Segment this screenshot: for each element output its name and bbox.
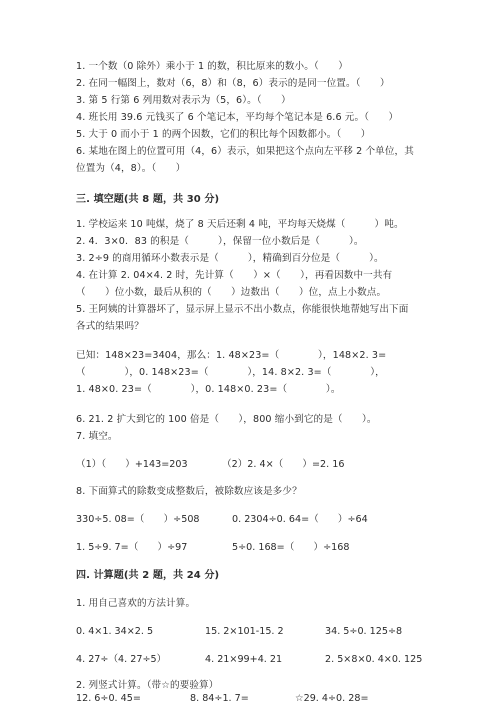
division-item: 1. 5÷9. 7=（ ）÷97 (76, 542, 188, 553)
calc-item: 4. 21×99+4. 21 (205, 654, 283, 665)
calc-question-2: 2. 列竖式计算。（带☆的要验算） (76, 680, 219, 691)
known-fact-line-3: 1. 48×0. 23=（ ），0. 148×0. 23=（ ）。 (76, 384, 341, 395)
judge-question-1: 1. 一个数（0 除外）乘小于 1 的数，积比原来的数小。（ ） (76, 61, 348, 72)
fill-question-4-line-2: （ ）位小数，最后从积的（ ）边数出（ ）位，点上小数点。 (76, 287, 387, 298)
division-item: 330÷5. 08=（ ）÷508 (76, 514, 200, 525)
calc-item: ☆29. 4÷0. 28= (295, 693, 369, 704)
judge-question-3: 3. 第 5 行第 6 列用数对表示为（5，6）。（ ） (76, 95, 291, 106)
fill-question-2: 2. 4．3×0．83 的积是（ ），保留一位小数后是（ ）。 (76, 236, 364, 247)
fill-question-5-line-2: 各式的结果吗？ (76, 321, 144, 332)
judge-question-6-line-1: 6. 某地在图上的位置可用（4，6）表示，如果把这个点向左平移 2 个单位，其 (76, 146, 414, 157)
known-fact-line-1: 已知：148×23=3404，那么：1. 48×23=（ ），148×2. 3= (76, 350, 387, 361)
judge-question-5: 5. 大于 0 而小于 1 的两个因数，它们的积比每个因数都小。（ ） (76, 129, 371, 140)
division-item: 5÷0. 168=（ ）÷168 (232, 542, 350, 553)
fill-question-6: 6. 21. 2 扩大到它的 100 倍是（ ），800 缩小到它的是（ ）。 (76, 414, 377, 425)
fill-question-7: 7. 填空。 (76, 431, 118, 442)
judge-question-6-line-2: 位置为（4，8）。（ ） (76, 163, 186, 174)
calc-item: 8. 84÷1. 7= (190, 693, 249, 704)
calc-question-1: 1. 用自己喜欢的方法计算。 (76, 598, 196, 609)
section-heading-calc: 四. 计算题(共 2 题，共 24 分) (76, 570, 220, 581)
calc-item: 34. 5÷0. 125÷8 (325, 626, 403, 637)
calc-item: 0. 4×1. 34×2. 5 (76, 626, 154, 637)
division-item: 0. 2304÷0. 64=（ ）÷64 (232, 514, 368, 525)
fill-question-8: 8. 下面算式的除数变成整数后，被除数应该是多少？ (76, 486, 302, 497)
calc-item: 15. 2×101-15. 2 (205, 626, 284, 637)
fill-question-7-part-2: （2）2. 4×（ ）=2. 16 (222, 459, 345, 470)
fill-question-1: 1. 学校运来 10 吨煤，烧了 8 天后还剩 4 吨，平均每天烧煤（ ）吨。 (76, 219, 404, 230)
fill-question-5-line-1: 5. 王阿姨的计算器坏了，显示屏上显示不出小数点，你能很快地帮她写出下面 (76, 304, 409, 315)
judge-question-4: 4. 班长用 39.6 元钱买了 6 个笔记本，平均每个笔记本是 6.6 元。（ ） (76, 112, 399, 123)
judge-question-2: 2. 在同一幅图上，数对（6，8）和（8，6）表示的是同一位置。（ ） (76, 78, 390, 89)
calc-item: 12. 6÷0. 45= (76, 693, 141, 704)
calc-item: 4. 27÷（4. 27÷5） (76, 654, 167, 665)
calc-item: 2. 5×8×0. 4×0. 125 (325, 654, 423, 665)
known-fact-line-2: （ ），0. 148×23=（ ），14. 8×2. 3=（ ）， (76, 367, 385, 378)
fill-question-4-line-1: 4. 在计算 2. 04×4. 2 时，先计算（ ）×（ ），再看因数中一共有 (76, 270, 393, 281)
section-heading-fill: 三. 填空题(共 8 题，共 30 分) (76, 194, 220, 205)
fill-question-3: 3. 2÷9 的商用循环小数表示是（ ），精确到百分位是（ ）。 (76, 253, 384, 264)
fill-question-7-part-1: （1）（ ）+143=203 (76, 459, 188, 470)
